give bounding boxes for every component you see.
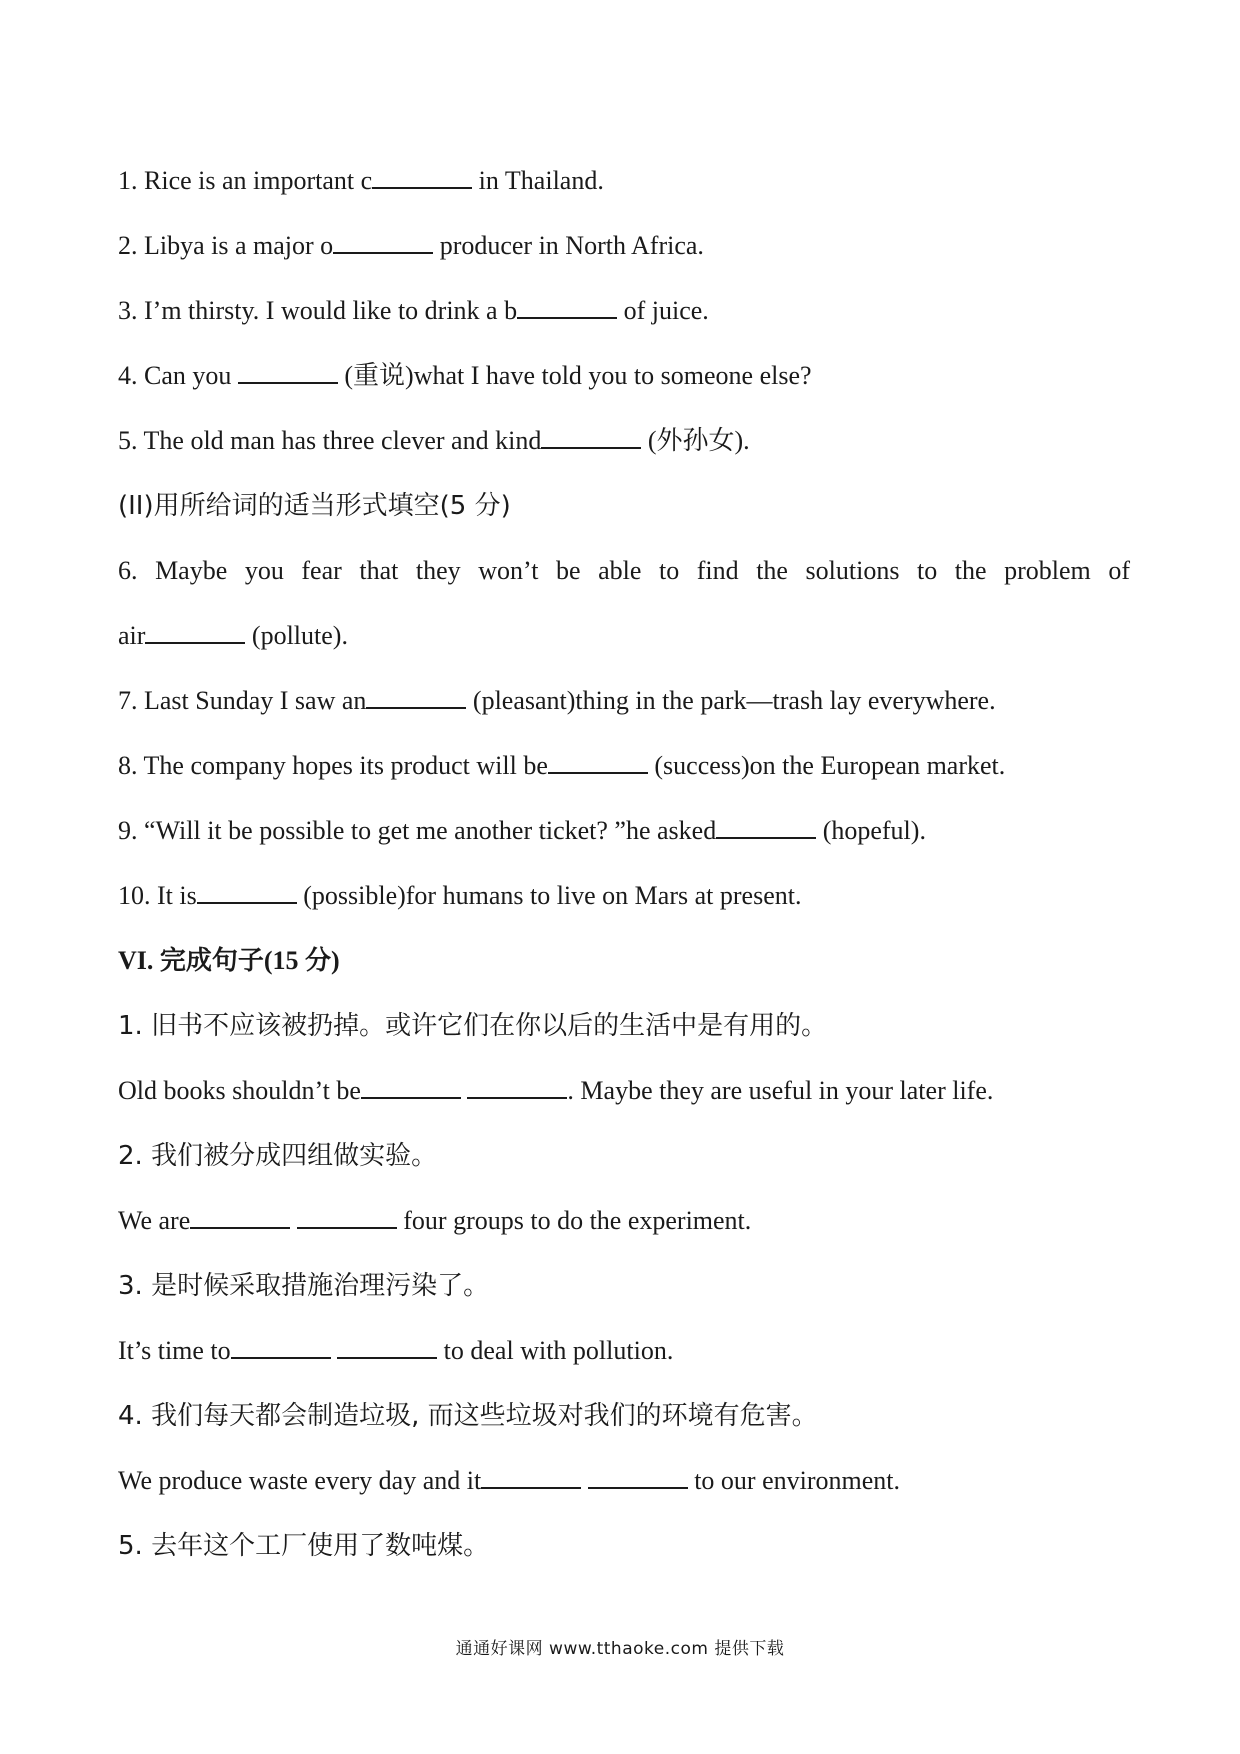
answer-blank[interactable] — [548, 750, 648, 774]
sentence-5-chinese: 5. 去年这个工厂使用了数吨煤。 — [118, 1531, 490, 1561]
sentence-3-chinese: 3. 是时候采取措施治理污染了。 — [118, 1271, 490, 1301]
question-text: in Thailand. — [472, 166, 604, 195]
section-6-title: VI. 完成句子(15 分) — [118, 946, 340, 975]
answer-blank[interactable] — [333, 230, 433, 254]
question-6-line-2 — [118, 619, 1130, 653]
answer-blank[interactable] — [716, 815, 816, 839]
answer-blank[interactable] — [361, 1075, 461, 1099]
answer-blank[interactable] — [481, 1465, 581, 1489]
sentence-1-english — [118, 1074, 1130, 1108]
question-text: 1. Rice is an important c — [118, 166, 373, 195]
question-4 — [118, 359, 1130, 393]
question-text: 8. The company hopes its product will be — [118, 751, 548, 780]
question-text: (hopeful). — [816, 816, 926, 845]
question-text: 7. Last Sunday I saw an — [118, 686, 367, 715]
answer-blank[interactable] — [145, 620, 245, 644]
sentence-text: Old books shouldn’t be — [118, 1076, 361, 1105]
sentence-2-chinese: 2. 我们被分成四组做实验。 — [118, 1141, 438, 1171]
question-text: (pleasant)thing in the park—trash lay everywhere. — [466, 686, 996, 715]
question-7 — [118, 684, 1130, 718]
answer-blank[interactable] — [231, 1335, 331, 1359]
question-text: 5. The old man has three clever and kind — [118, 426, 542, 455]
answer-blank[interactable] — [366, 685, 466, 709]
sentence-4-chinese: 4. 我们每天都会制造垃圾, 而这些垃圾对我们的环境有危害。 — [118, 1401, 818, 1431]
answer-blank[interactable] — [190, 1205, 290, 1229]
question-text: 4. Can you — [118, 361, 238, 390]
sentence-text: It’s time to — [118, 1336, 231, 1365]
page-footer: 通通好课网 www.tthaoke.com 提供下载 — [455, 1639, 785, 1659]
answer-blank[interactable] — [467, 1075, 567, 1099]
question-text: 9. “Will it be possible to get me another ticket? ”he asked — [118, 816, 717, 845]
answer-blank[interactable] — [297, 1205, 397, 1229]
question-text: (重说)what I have told you to someone else? — [337, 361, 812, 390]
answer-blank[interactable] — [517, 295, 617, 319]
answer-blank[interactable] — [372, 165, 472, 189]
sentence-text: to our environment. — [687, 1466, 900, 1495]
answer-blank[interactable] — [541, 425, 641, 449]
sentence-3-english — [118, 1334, 1130, 1368]
question-1 — [118, 164, 1130, 198]
sentence-1-chinese: 1. 旧书不应该被扔掉。或许它们在你以后的生活中是有用的。 — [118, 1011, 828, 1041]
sentence-2-english — [118, 1204, 1130, 1238]
question-8 — [118, 749, 1130, 783]
question-text: of juice. — [617, 296, 709, 325]
answer-blank[interactable] — [197, 880, 297, 904]
question-text: 10. It is — [118, 881, 197, 910]
question-text: producer in North Africa. — [433, 231, 704, 260]
question-text: 3. I’m thirsty. I would like to drink a b — [118, 296, 518, 325]
answer-blank[interactable] — [588, 1465, 688, 1489]
question-9 — [118, 814, 1130, 848]
sentence-text: . Maybe they are useful in your later life. — [567, 1076, 994, 1105]
sentence-text: four groups to do the experiment. — [396, 1206, 752, 1235]
sentence-text: We are — [118, 1206, 191, 1235]
question-text: (pollute). — [245, 621, 348, 650]
sentence-4-english — [118, 1464, 1130, 1498]
question-text: (possible)for humans to live on Mars at present. — [296, 881, 802, 910]
question-text: 2. Libya is a major o — [118, 231, 334, 260]
answer-blank[interactable] — [337, 1335, 437, 1359]
question-text: air — [118, 621, 146, 650]
question-10 — [118, 879, 1130, 913]
sentence-text: to deal with pollution. — [437, 1336, 674, 1365]
answer-blank[interactable] — [238, 360, 338, 384]
question-3 — [118, 294, 1130, 328]
sentence-text: We produce waste every day and it — [118, 1466, 482, 1495]
question-text: (外孙女). — [641, 426, 750, 455]
question-2 — [118, 229, 1130, 263]
section-2-title: (II)用所给词的适当形式填空(5 分) — [118, 491, 511, 521]
question-6-line-1: 6. Maybe you fear that they won’t be able to find the solutions to the problem of — [118, 556, 1130, 585]
question-text: (success)on the European market. — [647, 751, 1006, 780]
question-5 — [118, 424, 1130, 458]
